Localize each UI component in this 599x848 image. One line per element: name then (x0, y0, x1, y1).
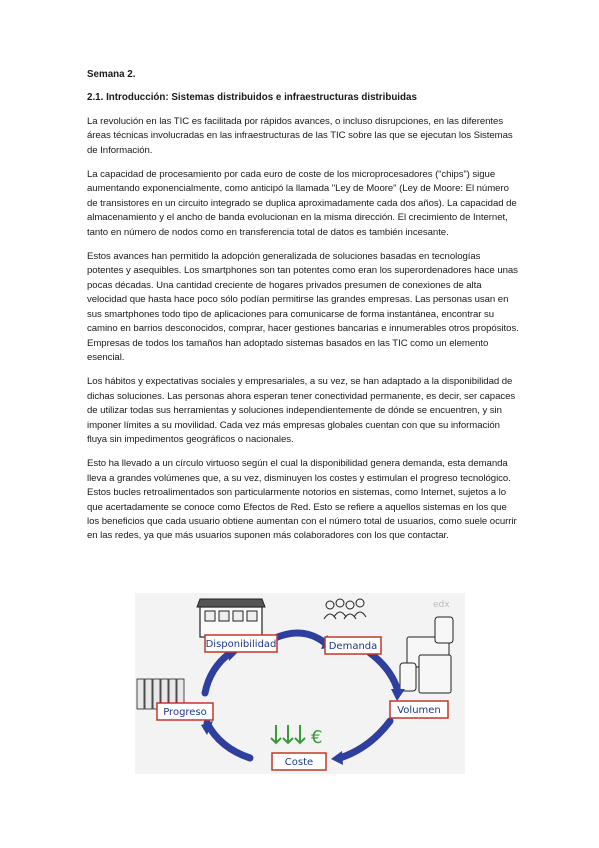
svg-text:Progreso: Progreso (163, 707, 207, 718)
section-heading: 2.1. Introducción: Sistemas distribuidos e infraestructuras distribuidas (87, 92, 417, 104)
paragraph-3: Estos avances han permitido la adopción generalizada de soluciones basadas en tecnologías potentes y asequibles. Los smartphones son tan potentes como eran los superordenadores hace unas pocas décadas. Una cantidad creciente de hogares privados presumen de conexiones de alta velocidad que hasta hace poco sólo podían permitirse las grandes empresas. Las personas usan en sus smartphones todo tipo de aplicaciones para comunicarse de forma instantánea, encontrar su camino en barrios desconocidos, comprar, hacer gestiones bancarias e innumerables otros propósitos. Empresas de todos los tamaños han adoptado sistemas basados en las TIC como un elemento esencial. (87, 251, 519, 363)
arrow-demanda-volumen (370, 653, 397, 688)
paragraph-2: La capacidad de procesamiento por cada euro de coste de los microprocesadores (“chips”) sigue aumentando exponencialmente, como anticipó la llamada "Ley de Moore" (Ley de Moore: El número de transistores en un circuito integrado se duplica aproximadamente cada dos años). La capacidad de almacenamiento y el ancho de banda evolucionan en la misma dirección. El crecimiento de Internet, tanto en número de nodos como en transferencia total de datos es también incesante. (87, 169, 517, 238)
label-coste (272, 753, 326, 770)
arrow-progreso-disponibilidad (205, 653, 230, 693)
week-heading: Semana 2. (87, 69, 136, 80)
paragraph-1: La revolución en las TIC es facilitada por rápidos avances, o incluso disrupciones, en las diferentes áreas técnicas involucradas en las infraestructuras de las TIC sobre las que se ejecutan los Sistemas de Información. (87, 115, 513, 156)
label-demanda (325, 637, 381, 654)
virtuous-circle-figure (135, 593, 465, 774)
devices-icon (400, 617, 453, 693)
cost-down-arrows-icon (271, 725, 305, 743)
arrow-coste-progreso (207, 723, 250, 758)
paragraph-5: Esto ha llevado a un círculo virtuoso según el cual la disponibilidad genera demanda, esta demanda lleva a grandes volúmenes que, a su vez, disminuyen los costes y estimulan el progreso tecnológico. Estos bucles retroalimentados son particularmente notorios en sistemas, como Internet, sujetos a lo que acertadamente se conoce como Efectos de Red. Esto se refiere a aquellos sistemas en los que los beneficios que cada usuario obtiene aumentan con el número total de usuarios, como suele ocurrir en las redes, ya que más usuarios suponen más colaboradores con los que contactar. (87, 458, 517, 542)
virtuous-circle-diagram (135, 593, 465, 774)
people-icon (324, 599, 366, 619)
label-volumen (390, 701, 448, 718)
label-disponibilidad (205, 635, 277, 652)
document-page (87, 68, 519, 554)
svg-text:Volumen: Volumen (397, 705, 441, 716)
label-progreso (157, 703, 213, 720)
svg-text:Demanda: Demanda (328, 641, 378, 652)
svg-text:Coste: Coste (284, 757, 314, 768)
svg-text:Disponibilidad: Disponibilidad (205, 639, 277, 650)
storefront-icon (197, 599, 265, 637)
arrow-volumen-coste (340, 721, 390, 758)
euro-icon: € (311, 727, 323, 748)
paragraph-4: Los hábitos y expectativas sociales y empresariales, a su vez, se han adaptado a la disponibilidad de dichas soluciones. Las personas ahora esperan tener conectividad permanente, es decir, ser capaces de utilizar todas sus herramientas y soluciones independientemente de dónde se encuentren, y sin imponer límites a su movilidad. Cada vez más empresas globales cuentan con que su información fluya sin impedimentos geográficos o nacionales. (87, 376, 516, 445)
watermark-text: edx (433, 600, 450, 610)
